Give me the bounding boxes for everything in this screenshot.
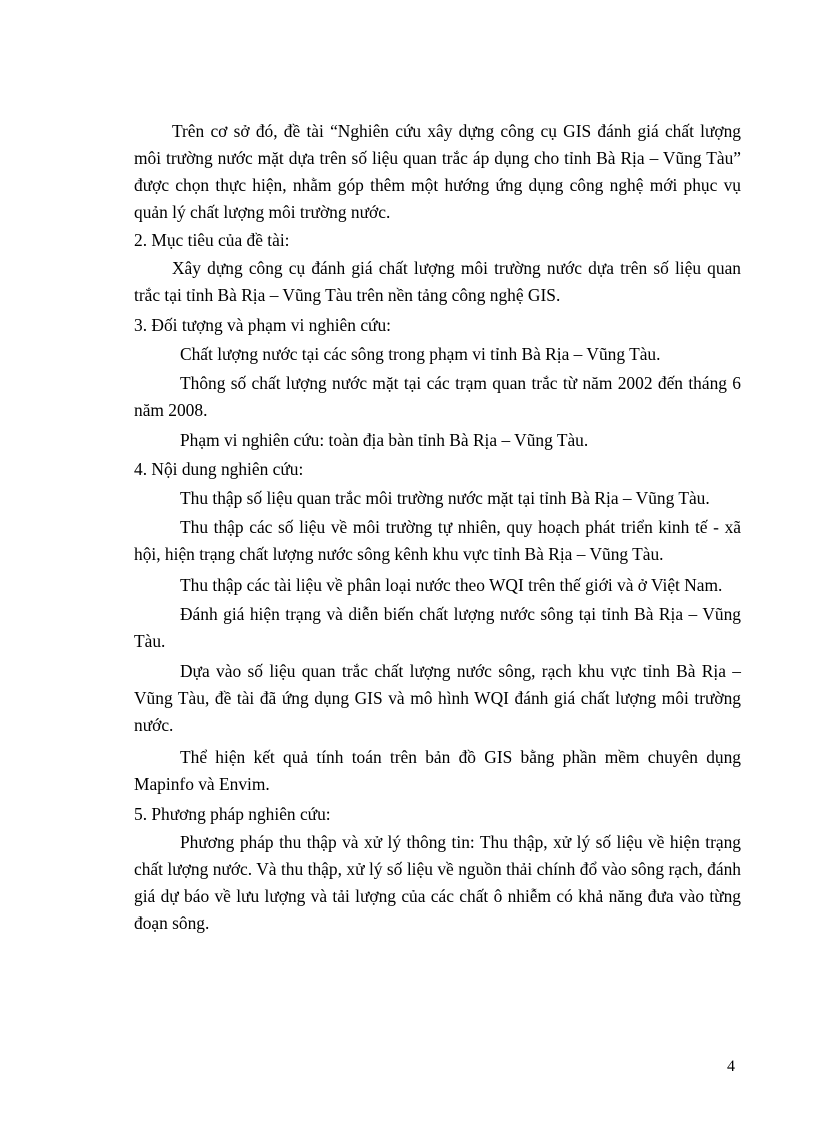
content-paragraph-wqi: Thu thập các tài liệu về phân loại nước theo WQI trên thế giới và ở Việt Nam. — [180, 575, 723, 595]
content-paragraph-monitoring: Thu thập số liệu quan trắc môi trường nước mặt tại tỉnh Bà Rịa – Vũng Tàu. — [180, 488, 710, 508]
scope-paragraph-rivers: Chất lượng nước tại các sông trong phạm vi tỉnh Bà Rịa – Vũng Tàu. — [180, 344, 661, 364]
section-heading-content: 4. Nội dung nghiên cứu: — [134, 459, 304, 479]
section-heading-objectives: 2. Mục tiêu của đề tài: — [134, 230, 290, 250]
content-paragraph-natural: Thu thập các số liệu về môi trường tự nhiên, quy hoạch phát triển kinh tế - xã hội, hiện trạng chất lượng nước sông kênh khu vực tỉnh Bà Rịa – Vũng Tàu. — [134, 517, 741, 564]
methods-paragraph: Phương pháp thu thập và xử lý thông tin: Thu thập, xử lý số liệu về hiện trạng chất lượng nước. Và thu thập, xử lý số liệu về nguồn thải chính đổ vào sông rạch, đánh giá dự báo về lưu lượng và tải lượng của các chất ô nhiễm có khả năng đưa vào từng đoạn sông. — [134, 832, 741, 933]
objectives-paragraph: Xây dựng công cụ đánh giá chất lượng môi trường nước dựa trên số liệu quan trắc tại tỉnh Bà Rịa – Vũng Tàu trên nền tảng công nghệ GIS. — [134, 258, 741, 305]
section-heading-methods: 5. Phương pháp nghiên cứu: — [134, 804, 331, 824]
intro-paragraph: Trên cơ sở đó, đề tài “Nghiên cứu xây dựng công cụ GIS đánh giá chất lượng môi trường nước mặt dựa trên số liệu quan trắc áp dụng cho tỉnh Bà Rịa – Vũng Tàu” được chọn thực hiện, nhằm góp thêm một hướng ứng dụng công nghệ mới phục vụ quản lý chất lượng môi trường nước. — [134, 121, 741, 222]
scope-paragraph-parameters: Thông số chất lượng nước mặt tại các trạm quan trắc từ năm 2002 đến tháng 6 năm 2008. — [134, 373, 741, 420]
content-paragraph-map: Thể hiện kết quả tính toán trên bản đồ GIS bằng phần mềm chuyên dụng Mapinfo và Envim. — [134, 747, 741, 794]
scope-paragraph-area: Phạm vi nghiên cứu: toàn địa bàn tỉnh Bà Rịa – Vũng Tàu. — [180, 430, 589, 450]
content-paragraph-gis: Dựa vào số liệu quan trắc chất lượng nước sông, rạch khu vực tỉnh Bà Rịa – Vũng Tàu, đề tài đã ứng dụng GIS và mô hình WQI đánh giá chất lượng môi trường nước. — [134, 661, 741, 735]
content-paragraph-assessment: Đánh giá hiện trạng và diễn biến chất lượng nước sông tại tỉnh Bà Rịa – Vũng Tàu. — [134, 604, 741, 651]
section-heading-scope: 3. Đối tượng và phạm vi nghiên cứu: — [134, 315, 391, 335]
page-number: 4 — [727, 1058, 735, 1075]
